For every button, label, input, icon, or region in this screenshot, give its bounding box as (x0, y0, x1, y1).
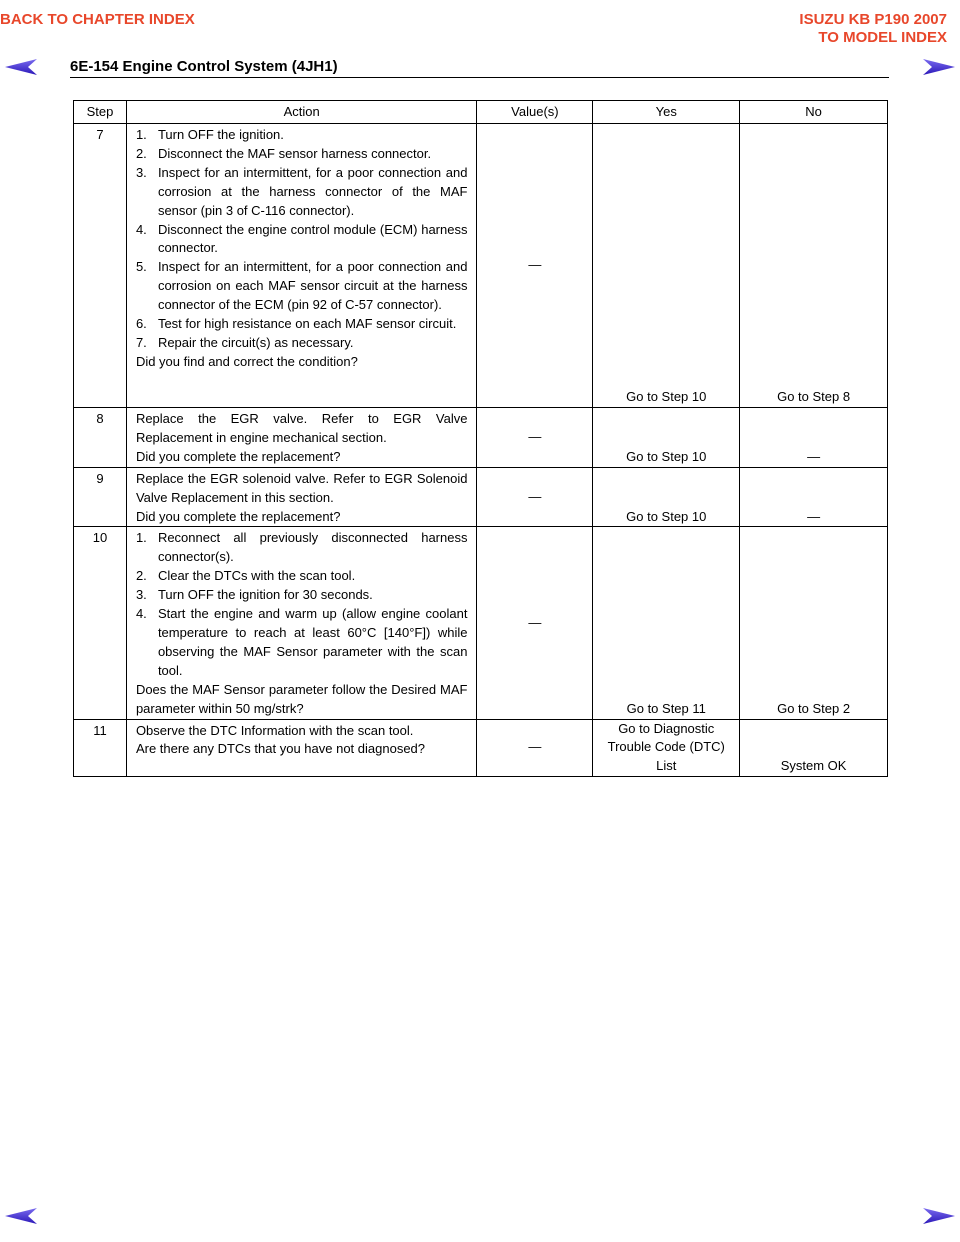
yes-cell: Go to Step 10 (593, 408, 740, 468)
action-steps-list (136, 529, 468, 680)
action-text: Replace the EGR solenoid valve. Refer to EGR Solenoid Valve Replacement in this section. (135, 470, 468, 505)
header-divider (70, 77, 889, 78)
value-cell: — (477, 124, 593, 408)
value-cell: — (477, 719, 593, 777)
yes-cell: Go to Step 10 (593, 467, 740, 527)
list-item: 1. Reconnect all previously disconnected harness connector(s). (135, 530, 468, 565)
action-question: Are there any DTCs that you have not diagnosed? (135, 741, 426, 757)
header-action: Action (126, 101, 477, 124)
step-number: 9 (74, 467, 127, 527)
step-number: 8 (74, 408, 127, 468)
action-question: Did you complete the replacement? (135, 508, 341, 524)
yes-cell: Go to Diagnostic Trouble Code (DTC) List (593, 719, 740, 777)
list-item: 3. Inspect for an intermittent, for a poor connection and corrosion at the harness connector of the MAF sensor (pin 3 of C-116 connector). (135, 164, 468, 218)
action-question: Did you find and correct the condition? (135, 353, 358, 369)
no-cell: Go to Step 2 (740, 527, 888, 719)
left-arrow-icon[interactable] (4, 1207, 38, 1225)
header-no: No (740, 101, 888, 124)
right-arrow-icon[interactable] (922, 58, 956, 76)
list-item: 5. Inspect for an intermittent, for a poor connection and corrosion on each MAF sensor circuit at the harness connector of the ECM (pin 92 of C-57 connector). (135, 259, 468, 313)
table-row (74, 527, 888, 719)
action-cell (126, 719, 477, 777)
table-row (74, 408, 888, 468)
value-cell: — (477, 467, 593, 527)
list-item: 6. Test for high resistance on each MAF sensor circuit. (135, 316, 457, 332)
header-values: Value(s) (477, 101, 593, 124)
yes-cell: Go to Step 11 (593, 527, 740, 719)
action-cell (126, 527, 477, 719)
table-row (74, 124, 888, 408)
value-cell: — (477, 527, 593, 719)
step-number: 11 (74, 719, 127, 777)
step-number: 7 (74, 124, 127, 408)
action-cell (126, 408, 477, 468)
page-title: 6E-154 Engine Control System (4JH1) (70, 58, 338, 75)
table-row (74, 467, 888, 527)
action-cell (126, 124, 477, 408)
header-yes: Yes (593, 101, 740, 124)
list-item: 3. Turn OFF the ignition for 30 seconds. (135, 587, 373, 603)
no-cell: — (740, 408, 888, 468)
no-cell: Go to Step 8 (740, 124, 888, 408)
action-text: Replace the EGR valve. Refer to EGR Valve Replacement in engine mechanical section. (135, 411, 468, 445)
right-arrow-icon[interactable] (922, 1207, 956, 1225)
list-item: 4. Start the engine and warm up (allow engine coolant temperature to reach at least 60°C [140°F]) while observing the MAF Sensor parameter with the scan tool. (135, 606, 468, 678)
action-cell (126, 467, 477, 527)
table-header-row (74, 101, 888, 124)
action-question: Did you complete the replacement? (135, 448, 341, 464)
yes-cell: Go to Step 10 (593, 124, 740, 408)
left-arrow-icon[interactable] (4, 58, 38, 76)
back-to-chapter-index-link[interactable]: BACK TO CHAPTER INDEX (0, 11, 195, 28)
step-number: 10 (74, 527, 127, 719)
list-item: 4. Disconnect the engine control module (ECM) harness connector. (135, 221, 468, 256)
action-question: Does the MAF Sensor parameter follow the Desired MAF parameter within 50 mg/strk? (135, 681, 468, 716)
value-cell: — (477, 408, 593, 468)
list-item: 7. Repair the circuit(s) as necessary. (135, 334, 354, 350)
diagnostic-table (73, 100, 888, 777)
to-model-index-link[interactable]: TO MODEL INDEX (818, 29, 947, 46)
list-item: 2. Disconnect the MAF sensor harness connector. (135, 145, 432, 161)
header-step: Step (74, 101, 127, 124)
no-cell: System OK (740, 719, 888, 777)
model-title-link[interactable]: ISUZU KB P190 2007 (799, 11, 947, 28)
action-steps-list (136, 126, 468, 353)
no-cell: — (740, 467, 888, 527)
table-row (74, 719, 888, 777)
list-item: 2. Clear the DTCs with the scan tool. (135, 568, 356, 584)
action-text: Observe the DTC Information with the scan tool. (135, 722, 414, 738)
list-item: 1. Turn OFF the ignition. (135, 127, 284, 142)
